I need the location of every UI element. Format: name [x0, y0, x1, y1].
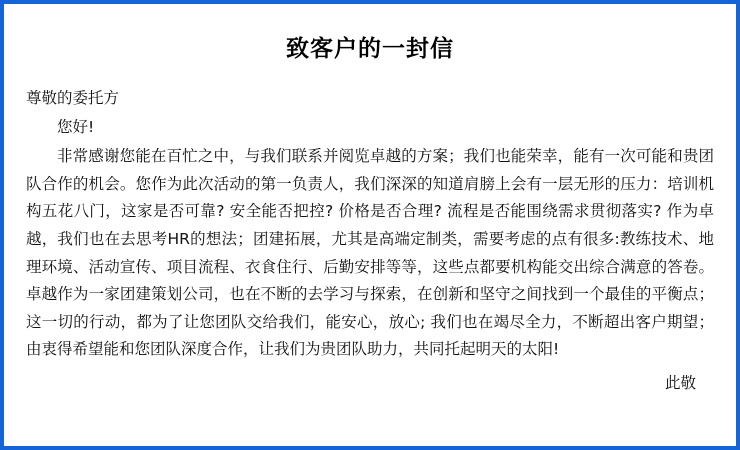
body-paragraph: 非常感谢您能在百忙之中，与我们联系并阅览卓越的方案；我们也能荣幸，能有一次可能和贵团队合作的机会。您作为此次活动的第一负责人，我们深深的知道肩膀上会有一层无形的压力：培训机构五花八门，这家是否可靠? 安全能否把控? 价格是否合理? 流程是否能围绕需求贯彻落实? 作为卓越，我们也在去思考HR的想法；团建拓展，尤其是高端定制类，需要考虑的点有很多:教练技术、地理环境、活动宣传、项目流程、衣食住行、后勤安排等等，这些点都要机构能交出综合满意的答卷。卓越作为一家团建策划公司，也在不断的去学习与探索，在创新和坚守之间找到一个最佳的平衡点；这一切的行动，都为了让您团队交给我们，能安心，放心; 我们也在竭尽全力，不断超出客户期望；由衷得希望能和您团队深度合作，让我们为贵团队助力，共同托起明天的太阳!	[26, 147, 714, 359]
page-title: 致客户的一封信	[286, 36, 454, 62]
salutation-line: 尊敬的委托方	[26, 89, 120, 107]
letter-content	[4, 4, 736, 446]
greeting-line: 您好!	[57, 118, 95, 137]
closing-line: 此敬	[664, 373, 696, 392]
